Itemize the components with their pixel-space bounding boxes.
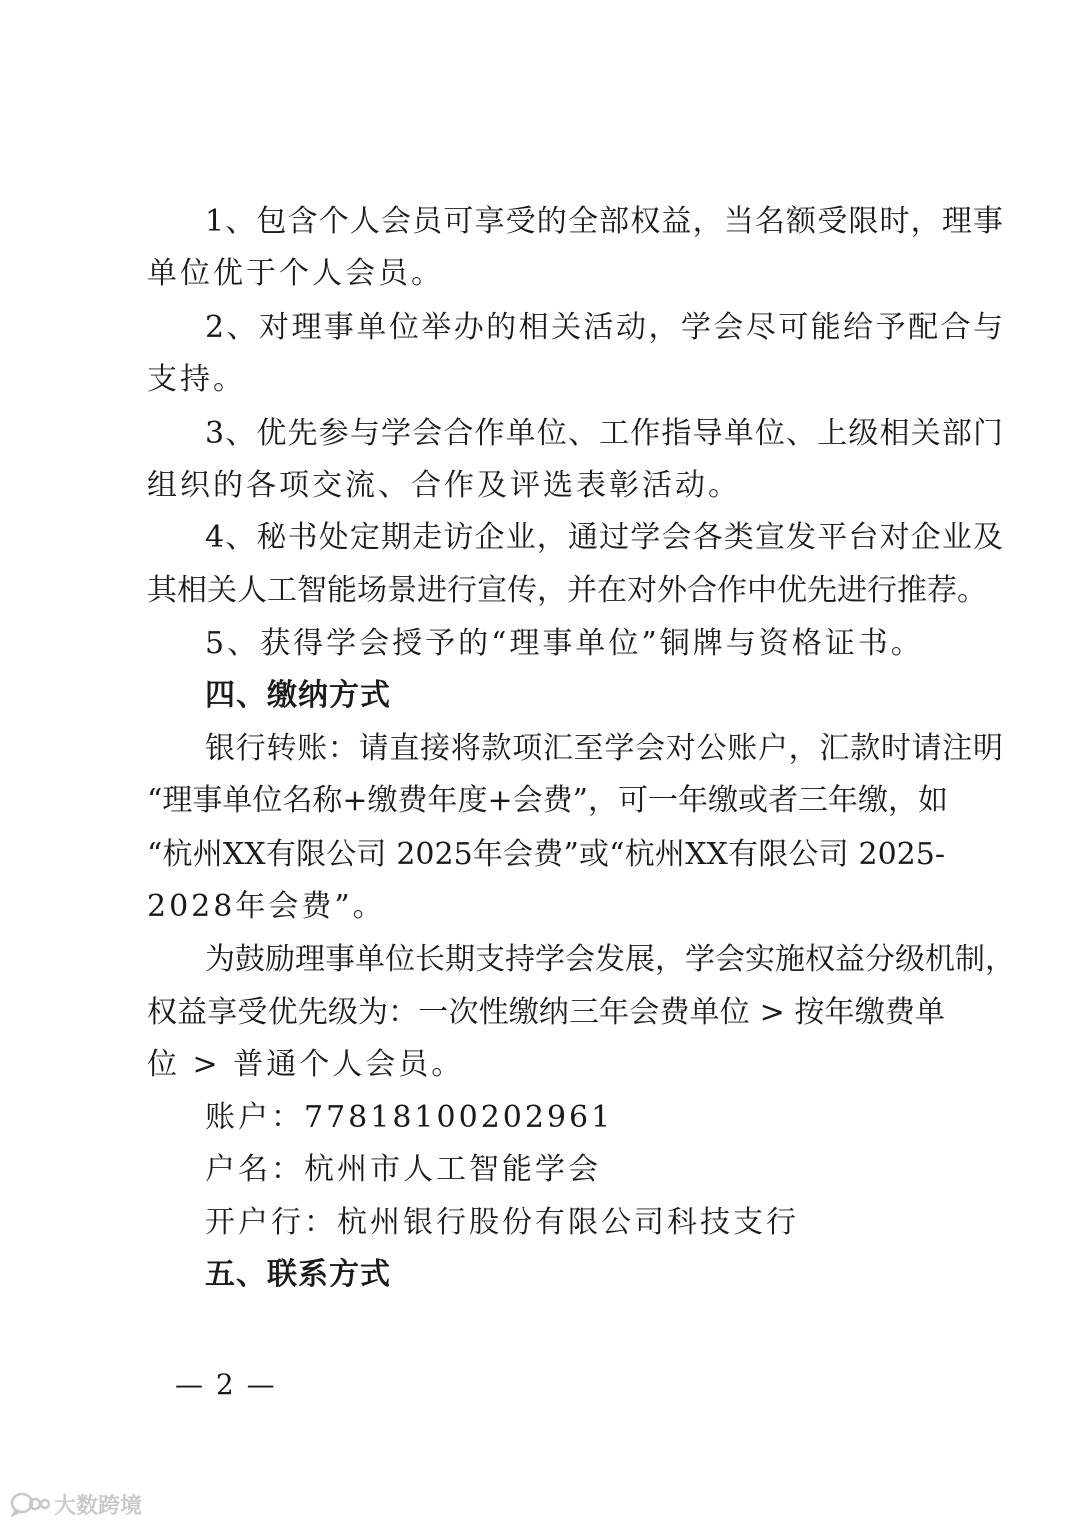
- payment-line-3: “杭州XX有限公司 2025年会费”或“杭州XX有限公司 2025-: [147, 837, 945, 872]
- watermark: [10, 1490, 142, 1518]
- benefit-4-line-1: 4、秘书处定期走访企业，通过学会各类宣发平台对企业及: [205, 520, 1003, 555]
- bank-name: 开户行：杭州银行股份有限公司科技支行: [205, 1205, 799, 1240]
- benefit-1-line-1: 1、包含个人会员可享受的全部权益，当名额受限时，理事: [205, 204, 1003, 239]
- benefit-5-line-1: 5、获得学会授予的“理事单位”铜牌与资格证书。: [205, 626, 924, 661]
- section-5-heading: 五、联系方式: [205, 1257, 391, 1292]
- benefit-1-line-2: 单位优于个人会员。: [147, 256, 444, 291]
- benefit-3-line-1: 3、优先参与学会合作单位、工作指导单位、上级相关部门: [205, 416, 1003, 451]
- priority-line-2: 权益享受优先级为：一次性缴纳三年会费单位 > 按年缴费单: [147, 995, 945, 1030]
- chat-bubble-logo-icon: [10, 1491, 50, 1517]
- payment-line-2: “理事单位名称+缴费年度+会费”，可一年缴或者三年缴，如: [147, 783, 948, 818]
- account-number: 账户：77818100202961: [205, 1100, 614, 1135]
- benefit-3-line-2: 组织的各项交流、合作及评选表彰活动。: [147, 468, 741, 503]
- benefit-2-line-2: 支持。: [147, 362, 246, 397]
- page-number: — 2 —: [175, 1368, 277, 1401]
- watermark-text: 大数跨境: [54, 1493, 143, 1519]
- priority-line-1: 为鼓励理事单位长期支持学会发展，学会实施权益分级机制，: [205, 942, 1015, 977]
- benefit-2-line-1: 2、对理事单位举办的相关活动，学会尽可能给予配合与: [205, 310, 1003, 345]
- payment-line-4: 2028年会费”。: [147, 889, 386, 924]
- account-name: 户名：杭州市人工智能学会: [205, 1152, 601, 1187]
- payment-line-1: 银行转账：请直接将款项汇至学会对公账户，汇款时请注明: [205, 731, 1003, 766]
- benefit-4-line-2: 其相关人工智能场景进行宣传，并在对外合作中优先进行推荐。: [147, 573, 987, 608]
- section-4-heading: 四、缴纳方式: [205, 678, 391, 713]
- priority-line-3: 位 > 普通个人会员。: [147, 1047, 465, 1082]
